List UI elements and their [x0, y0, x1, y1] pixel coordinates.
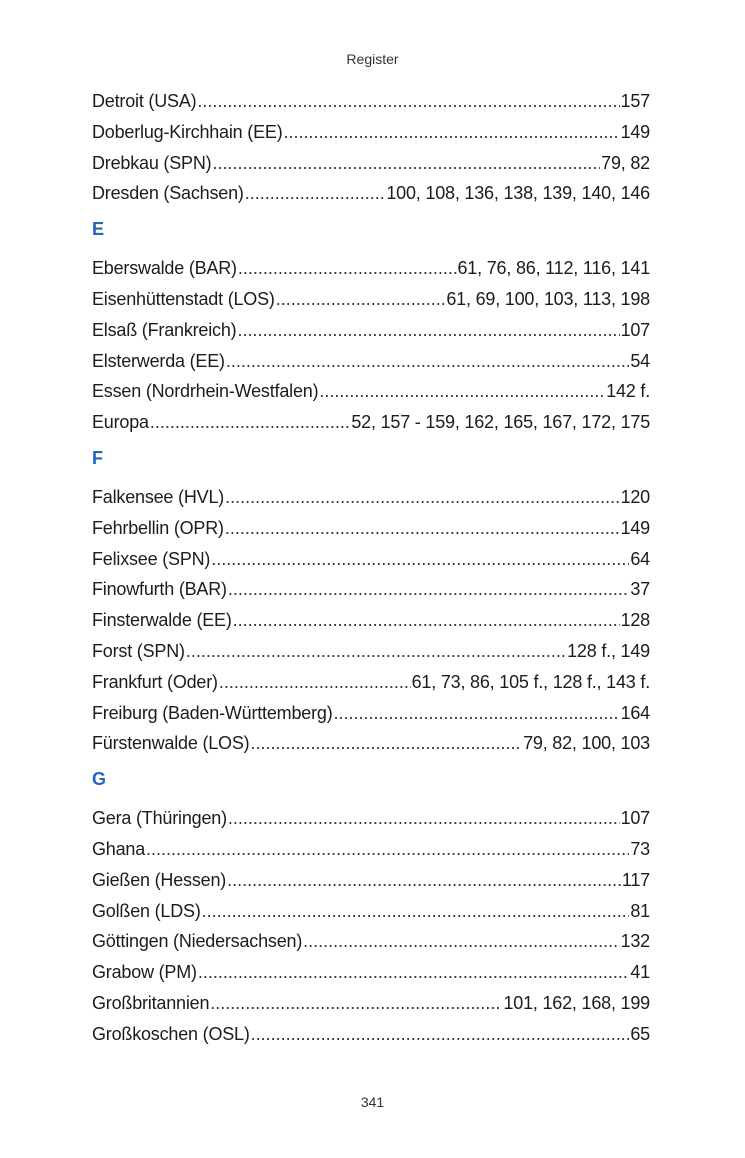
dot-leader [210, 988, 502, 1019]
index-entry [92, 315, 650, 346]
dot-leader [228, 574, 630, 605]
entry-pages: 120 [620, 486, 650, 507]
index-entry [92, 346, 650, 377]
section-letter-heading: G [92, 769, 107, 790]
entry-term: Eberswalde (BAR) [92, 258, 237, 279]
dot-leader [212, 148, 600, 179]
entry-pages: 142 f. [606, 381, 650, 402]
entry-term: Fehrbellin (OPR) [92, 517, 224, 538]
dot-leader [334, 698, 620, 729]
index-entry [92, 178, 650, 209]
dot-leader [211, 544, 629, 575]
dot-leader [146, 834, 629, 865]
dot-leader [197, 86, 619, 117]
index-entry [92, 253, 650, 284]
index-entry [92, 284, 650, 315]
entry-term: Dresden (Sachsen) [92, 183, 244, 204]
entry-term: Finowfurth (BAR) [92, 579, 227, 600]
dot-leader [251, 1019, 630, 1050]
dot-leader [303, 926, 619, 957]
entry-pages: 65 [630, 1023, 650, 1044]
dot-leader [219, 667, 411, 698]
entry-term: Golßen (LDS) [92, 900, 201, 921]
dot-leader [228, 803, 620, 834]
entry-term: Fürstenwalde (LOS) [92, 733, 250, 754]
entry-pages: 61, 69, 100, 103, 113, 198 [446, 288, 650, 309]
entry-term: Essen (Nordrhein-Westfalen) [92, 381, 319, 402]
entry-term: Gießen (Hessen) [92, 869, 227, 890]
index-register [92, 86, 650, 1050]
entry-pages: 117 [621, 869, 650, 890]
entry-term: Göttingen (Niedersachsen) [92, 931, 303, 952]
dot-leader [245, 178, 386, 209]
section-letter-heading: E [92, 219, 105, 240]
dot-leader [202, 896, 630, 927]
index-entry [92, 605, 650, 636]
page-number: 341 [360, 1094, 385, 1110]
entry-pages: 73 [630, 838, 650, 859]
index-entry [92, 117, 650, 148]
index-entry [92, 407, 650, 438]
entry-pages: 79, 82 [601, 152, 650, 173]
entry-pages: 37 [630, 579, 650, 600]
entry-term: Großbritannien [92, 992, 210, 1013]
index-entry [92, 803, 650, 834]
index-section-f [92, 438, 650, 759]
entry-pages: 52, 157 - 159, 162, 165, 167, 172, 175 [351, 412, 650, 433]
entry-pages: 128 f., 149 [567, 640, 650, 661]
dot-leader [250, 728, 522, 759]
entry-term: Elsterwerda (EE) [92, 350, 225, 371]
entry-term: Grabow (PM) [92, 962, 197, 983]
dot-leader [237, 315, 619, 346]
entry-term: Doberlug-Kirchhain (EE) [92, 121, 283, 142]
index-entry [92, 513, 650, 544]
entry-pages: 61, 73, 86, 105 f., 128 f., 143 f. [411, 671, 650, 692]
entry-term: Elsaß (Frankreich) [92, 319, 237, 340]
running-header: Register [346, 51, 399, 67]
index-entry [92, 988, 650, 1019]
index-entry [92, 482, 650, 513]
entry-term: Europa [92, 412, 149, 433]
index-entry [92, 865, 650, 896]
entry-term: Drebkau (SPN) [92, 152, 212, 173]
dot-leader [276, 284, 446, 315]
index-entry [92, 544, 650, 575]
dot-leader [198, 957, 630, 988]
dot-leader [283, 117, 619, 148]
index-section-e [92, 209, 650, 438]
entry-pages: 128 [620, 610, 650, 631]
entry-term: Finsterwalde (EE) [92, 610, 232, 631]
entry-pages: 79, 82, 100, 103 [523, 733, 650, 754]
index-section-g [92, 759, 650, 1049]
index-entry [92, 86, 650, 117]
entry-pages: 164 [620, 702, 650, 723]
dot-leader [186, 636, 566, 667]
entry-term: Ghana [92, 838, 146, 859]
entry-pages: 157 [620, 91, 650, 111]
entry-pages: 149 [620, 121, 650, 142]
index-entry [92, 698, 650, 729]
entry-pages: 107 [620, 808, 650, 829]
entry-pages: 100, 108, 136, 138, 139, 140, 146 [386, 183, 650, 204]
entry-term: Detroit (USA) [92, 91, 197, 111]
entry-pages: 107 [620, 319, 650, 340]
entry-pages: 54 [630, 350, 650, 371]
entry-term: Falkensee (HVL) [92, 486, 225, 507]
entry-term: Frankfurt (Oder) [92, 671, 218, 692]
index-entry [92, 574, 650, 605]
entry-pages: 101, 162, 168, 199 [503, 992, 650, 1013]
entry-term: Gera (Thüringen) [92, 808, 227, 829]
index-entry [92, 834, 650, 865]
index-entry [92, 1019, 650, 1050]
index-entry [92, 148, 650, 179]
index-entry [92, 957, 650, 988]
dot-leader [233, 605, 620, 636]
section-letter-heading: F [92, 447, 103, 468]
index-entry [92, 636, 650, 667]
entry-pages: 64 [630, 548, 650, 569]
entry-pages: 81 [630, 900, 650, 921]
entry-pages: 61, 76, 86, 112, 116, 141 [457, 258, 650, 279]
dot-leader [150, 407, 351, 438]
entry-term: Eisenhüttenstadt (LOS) [92, 288, 275, 309]
index-entry [92, 667, 650, 698]
entry-term: Forst (SPN) [92, 640, 185, 661]
entry-pages: 132 [620, 931, 650, 952]
dot-leader [319, 376, 605, 407]
index-entry [92, 896, 650, 927]
entry-pages: 149 [620, 517, 650, 538]
dot-leader [238, 253, 457, 284]
dot-leader [227, 865, 621, 896]
entry-term: Großkoschen (OSL) [92, 1023, 250, 1044]
index-entry [92, 376, 650, 407]
dot-leader [226, 346, 630, 377]
index-section-d [92, 86, 650, 209]
index-entry [92, 728, 650, 759]
entry-term: Freiburg (Baden-Württemberg) [92, 702, 333, 723]
index-entry [92, 926, 650, 957]
entry-pages: 41 [630, 962, 650, 983]
dot-leader [225, 513, 620, 544]
entry-term: Felixsee (SPN) [92, 548, 211, 569]
dot-leader [225, 482, 620, 513]
